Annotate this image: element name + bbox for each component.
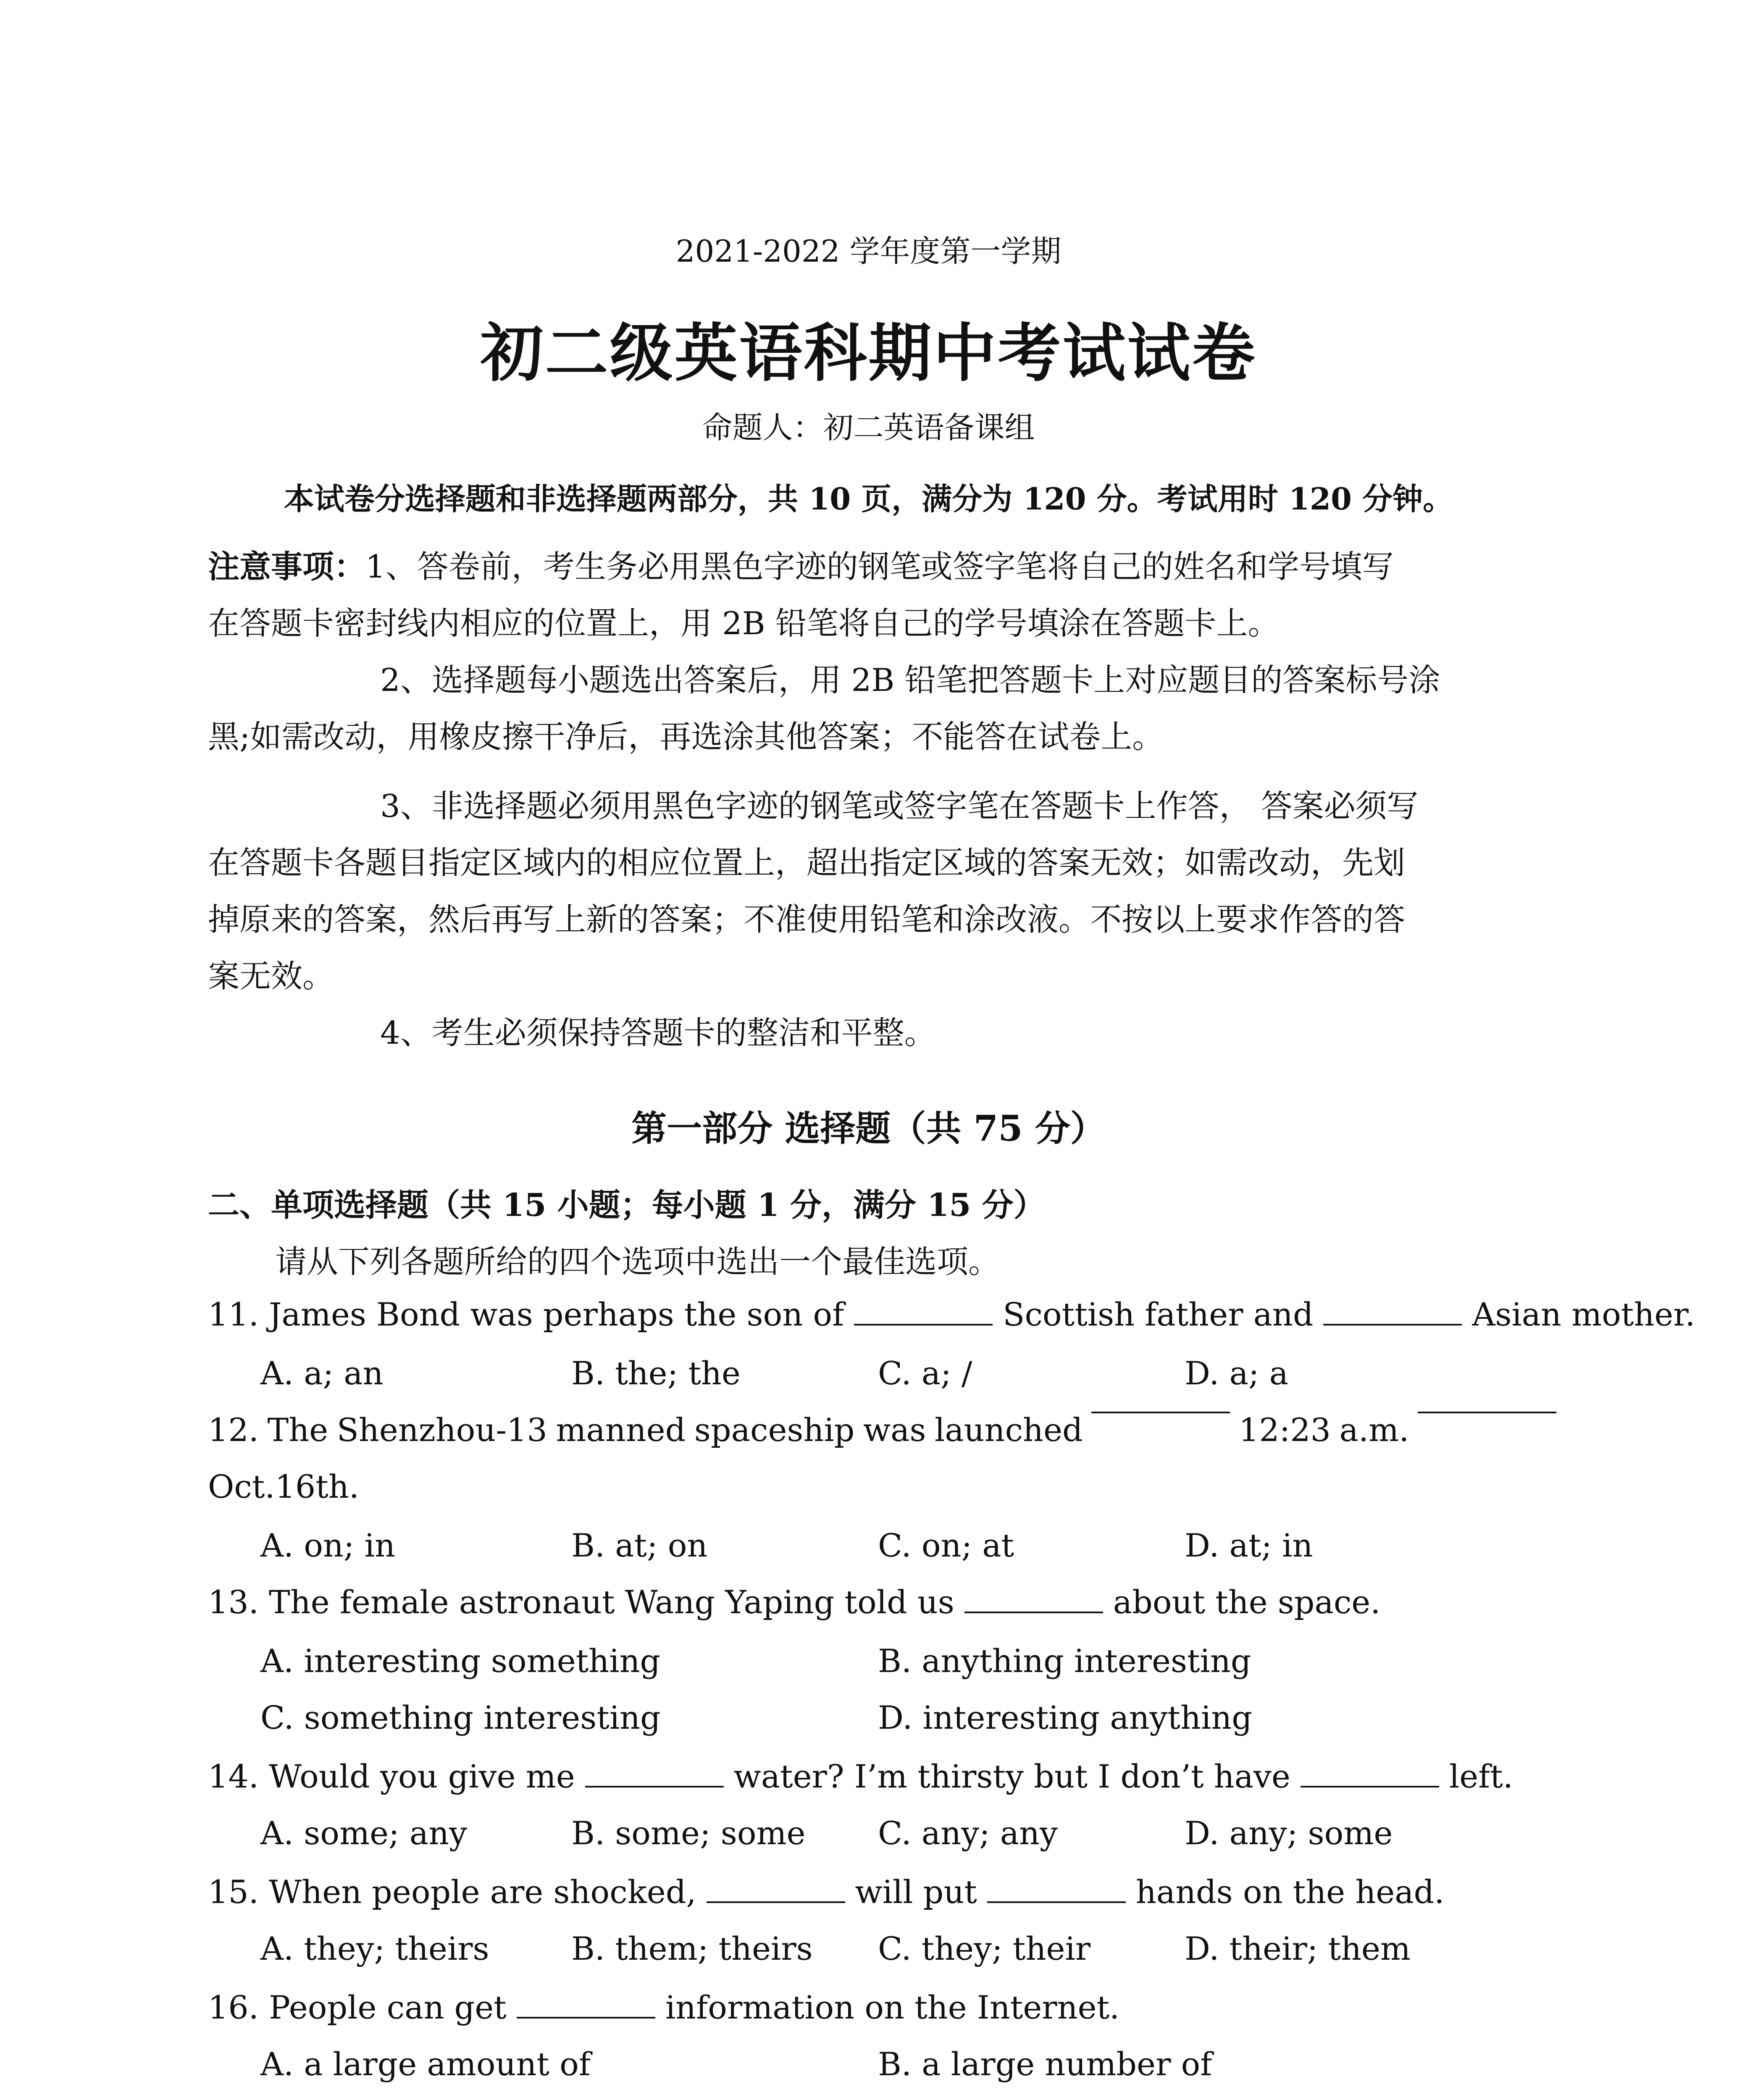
note-1-line-2: 在答题卡密封线内相应的位置上，用 2B 铅笔将自己的学号填涂在答题卡上。 — [208, 605, 1280, 642]
q11-text-3: Asian mother. — [1472, 1296, 1695, 1333]
q13-text-1: 13. The female astronaut Wang Yaping told us — [208, 1583, 954, 1621]
answer-blank — [517, 2016, 655, 2019]
question-15 — [208, 1873, 1444, 1911]
q11-option-d: D. a; a — [1185, 1354, 1288, 1392]
q15-text-1: 15. When people are shocked, — [208, 1873, 696, 1911]
school-year: 2021-2022 学年度第一学期 — [675, 234, 1062, 269]
q13-text-2: about the space. — [1113, 1583, 1381, 1621]
question-14 — [208, 1758, 1513, 1795]
q14-text-1: 14. Would you give me — [208, 1758, 575, 1795]
q15-option-a: A. they; theirs — [260, 1930, 489, 1967]
q12-option-d: D. at; in — [1185, 1527, 1313, 1564]
question-16 — [208, 1989, 1119, 2026]
section-title: 第一部分 选择题（共 75 分） — [631, 1108, 1106, 1149]
answer-blank — [585, 1785, 724, 1788]
q13-option-a: A. interesting something — [260, 1642, 661, 1680]
q15-text-2: will put — [855, 1873, 977, 1911]
answer-blank — [987, 1901, 1126, 1903]
notes-label: 注意事项： — [208, 548, 366, 585]
q11-option-a: A. a; an — [260, 1354, 384, 1392]
q11-text-1: 11. James Bond was perhaps the son of — [208, 1296, 844, 1333]
page-title: 初二级英语科期中考试试卷 — [480, 316, 1257, 390]
q12-option-b: B. at; on — [571, 1527, 708, 1564]
q15-option-c: C. they; their — [878, 1930, 1091, 1967]
q12-word: spaceship — [694, 1411, 855, 1449]
answer-blank — [964, 1611, 1103, 1613]
answer-blank — [707, 1901, 845, 1903]
q14-option-a: A. some; any — [260, 1814, 467, 1852]
q12-word: The — [267, 1411, 328, 1449]
q16-option-a: A. a large amount of — [260, 2045, 591, 2083]
question-11 — [208, 1296, 1695, 1333]
question-13 — [208, 1583, 1380, 1621]
exam-summary: 本试卷分选择题和非选择题两部分，共 10 页，满分为 120 分。考试用时 120 分钟。 — [284, 481, 1453, 517]
answer-blank — [854, 1323, 993, 1326]
q15-option-d: D. their; them — [1185, 1930, 1411, 1967]
note-1-line-1 — [208, 542, 1394, 587]
q12-line-2: Oct.16th. — [208, 1468, 359, 1505]
q16-text-1: 16. People can get — [208, 1989, 507, 2026]
q13-option-c: C. something interesting — [260, 1699, 661, 1736]
q13-option-b: B. anything interesting — [878, 1642, 1251, 1680]
q11-option-b: B. the; the — [571, 1354, 741, 1392]
q13-option-d: D. interesting anything — [878, 1699, 1252, 1736]
q14-option-d: D. any; some — [1185, 1814, 1393, 1852]
note-3-line-4: 案无效。 — [208, 958, 334, 995]
q14-option-b: B. some; some — [571, 1814, 806, 1852]
note-3-line-3: 掉原来的答案，然后再写上新的答案；不准使用铅笔和涂改液。不按以上要求作答的答 — [208, 901, 1406, 938]
answer-blank — [1091, 1411, 1230, 1413]
q16-option-b: B. a large number of — [878, 2045, 1212, 2083]
answer-blank — [1418, 1411, 1556, 1413]
q12-word: 12:23 — [1238, 1411, 1331, 1449]
q12-option-c: C. on; at — [878, 1527, 1014, 1564]
q12-option-a: A. on; in — [260, 1527, 395, 1564]
q12-word: a.m. — [1339, 1411, 1409, 1449]
note-3-line-2: 在答题卡各题目指定区域内的相应位置上，超出指定区域的答案无效；如需改动，先划 — [208, 844, 1406, 881]
q12-word: 12. — [208, 1411, 259, 1449]
note-1-text: 1、答卷前，考生务必用黑色字迹的钢笔或签字笔将自己的姓名和学号填写 — [365, 548, 1394, 585]
instruction: 请从下列各题所给的四个选项中选出一个最佳选项。 — [275, 1243, 1000, 1280]
q12-word: Shenzhou-13 — [336, 1411, 547, 1449]
note-2-line-1: 2、选择题每小题选出答案后，用 2B 铅笔把答题卡上对应题目的答案标号涂 — [380, 662, 1440, 698]
answer-blank — [1323, 1323, 1462, 1326]
note-2-line-2: 黑;如需改动，用橡皮擦干净后，再选涂其他答案；不能答在试卷上。 — [208, 718, 1164, 755]
q12-word: was — [863, 1411, 926, 1449]
answer-blank — [1301, 1785, 1439, 1788]
question-12 — [208, 1411, 1556, 1449]
author-line: 命题人：初二英语备课组 — [702, 410, 1035, 445]
q14-option-c: C. any; any — [878, 1814, 1058, 1852]
q11-option-c: C. a; / — [878, 1354, 972, 1392]
q16-text-2: information on the Internet. — [665, 1989, 1120, 2026]
q15-text-3: hands on the head. — [1135, 1873, 1445, 1911]
q14-text-3: left. — [1449, 1758, 1513, 1795]
note-4-line-1: 4、考生必须保持答题卡的整洁和平整。 — [380, 1014, 936, 1051]
q14-text-2: water? I’m thirsty but I don’t have — [733, 1758, 1290, 1795]
q12-word: manned — [556, 1411, 686, 1449]
part-heading: 二、单项选择题（共 15 小题；每小题 1 分，满分 15 分） — [208, 1186, 1045, 1223]
q12-word: launched — [934, 1411, 1083, 1449]
q11-text-2: Scottish father and — [1003, 1296, 1314, 1333]
q15-option-b: B. them; theirs — [571, 1930, 813, 1967]
note-3-line-1: 3、非选择题必须用黑色字迹的钢笔或签字笔在答题卡上作答， 答案必须写 — [380, 788, 1419, 824]
